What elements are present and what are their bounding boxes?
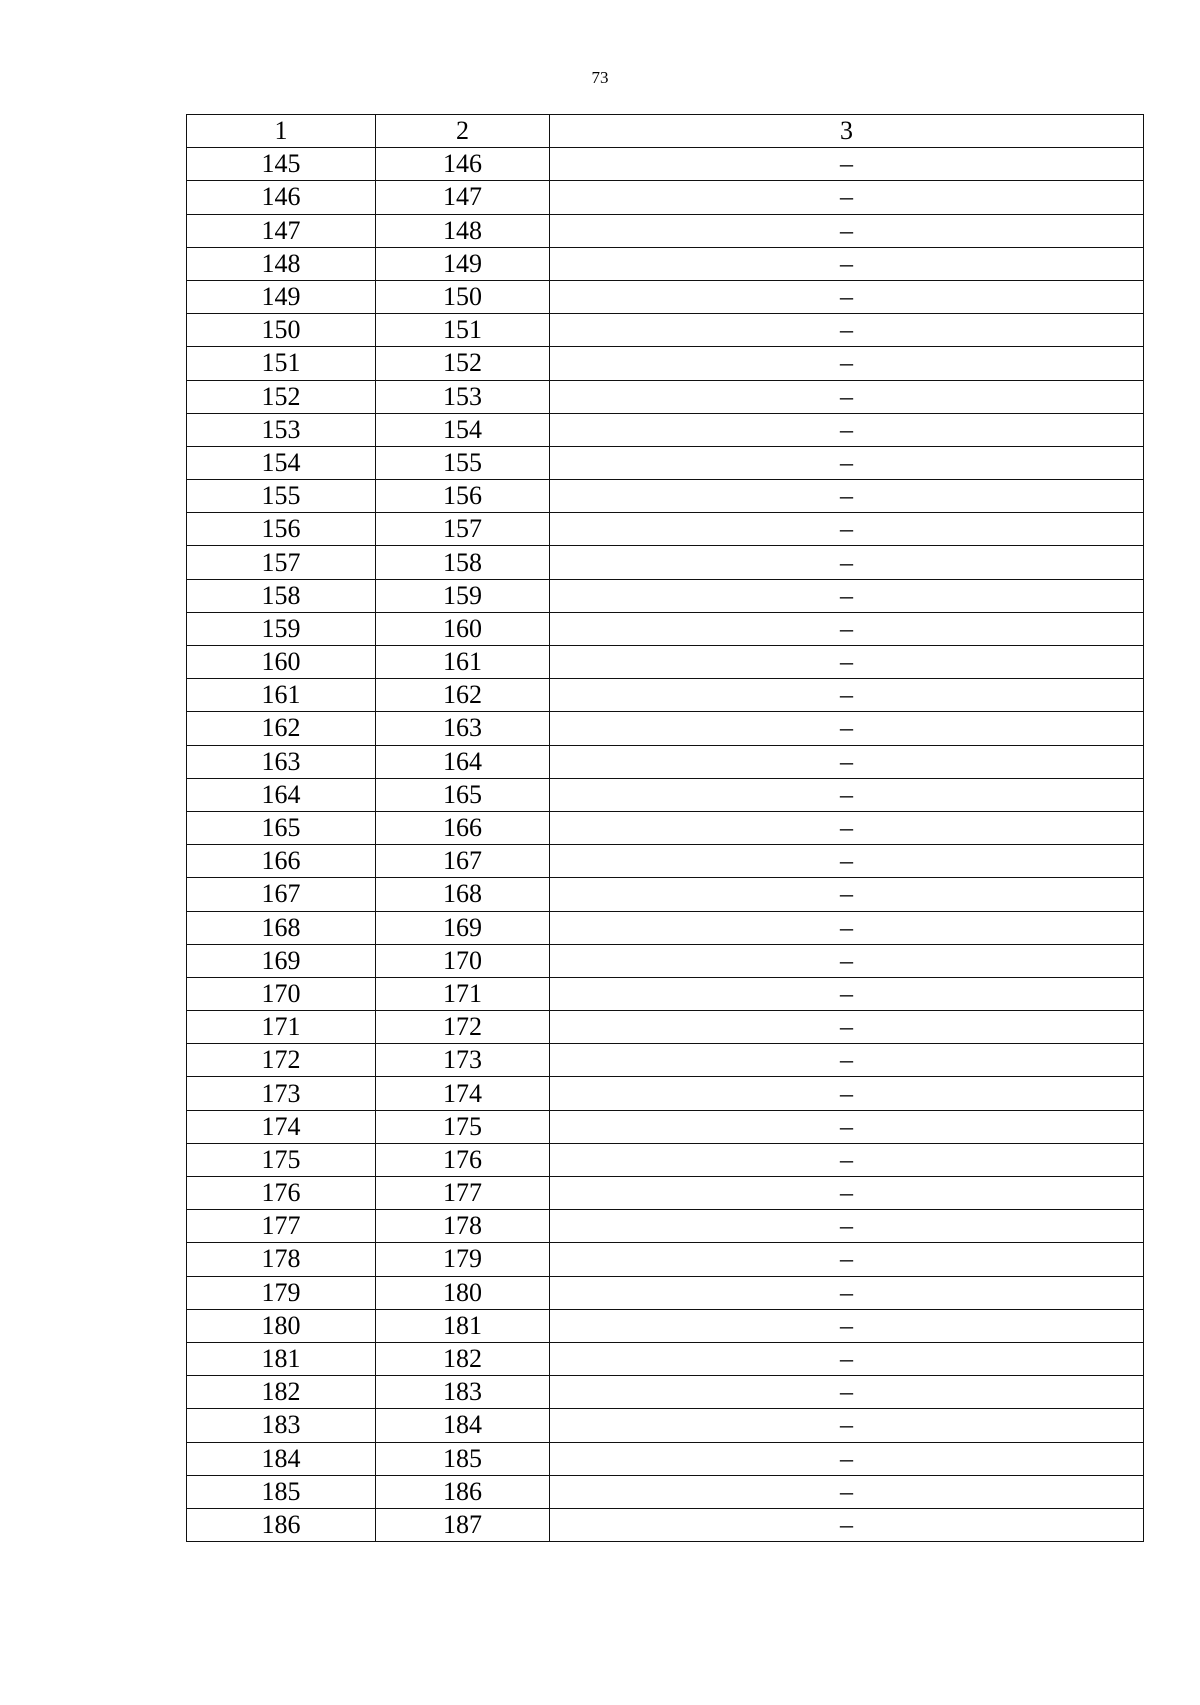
column-header-2: 2 xyxy=(376,115,550,148)
table-row xyxy=(187,811,1144,844)
col1-cell: 165 xyxy=(187,811,376,844)
col1-cell: 151 xyxy=(187,347,376,380)
table-row xyxy=(187,280,1144,313)
table-row xyxy=(187,181,1144,214)
col1-cell: 155 xyxy=(187,480,376,513)
col3-cell: – xyxy=(550,712,1144,745)
col2-cell: 155 xyxy=(376,446,550,479)
col1-cell: 177 xyxy=(187,1210,376,1243)
col3-cell: – xyxy=(550,480,1144,513)
table-row xyxy=(187,1409,1144,1442)
col1-cell: 153 xyxy=(187,413,376,446)
col1-cell: 147 xyxy=(187,214,376,247)
col2-cell: 187 xyxy=(376,1508,550,1541)
table-row xyxy=(187,1376,1144,1409)
col3-cell: – xyxy=(550,1177,1144,1210)
col1-cell: 173 xyxy=(187,1077,376,1110)
table-row xyxy=(187,446,1144,479)
col1-cell: 178 xyxy=(187,1243,376,1276)
col1-cell: 160 xyxy=(187,646,376,679)
table-row xyxy=(187,1177,1144,1210)
col3-cell: – xyxy=(550,214,1144,247)
col2-cell: 166 xyxy=(376,811,550,844)
table-row xyxy=(187,513,1144,546)
col2-cell: 170 xyxy=(376,944,550,977)
col1-cell: 149 xyxy=(187,280,376,313)
table-row xyxy=(187,480,1144,513)
col2-cell: 158 xyxy=(376,546,550,579)
col1-cell: 170 xyxy=(187,977,376,1010)
column-header-1: 1 xyxy=(187,115,376,148)
col1-cell: 157 xyxy=(187,546,376,579)
table-row xyxy=(187,1508,1144,1541)
table-row xyxy=(187,1011,1144,1044)
col3-cell: – xyxy=(550,347,1144,380)
col2-cell: 150 xyxy=(376,280,550,313)
col1-cell: 168 xyxy=(187,911,376,944)
page-number: 73 xyxy=(591,68,609,87)
col3-cell: – xyxy=(550,679,1144,712)
col1-cell: 171 xyxy=(187,1011,376,1044)
col1-cell: 186 xyxy=(187,1508,376,1541)
col2-cell: 154 xyxy=(376,413,550,446)
table-row xyxy=(187,1309,1144,1342)
table-row xyxy=(187,413,1144,446)
col2-cell: 157 xyxy=(376,513,550,546)
col2-cell: 180 xyxy=(376,1276,550,1309)
table-row xyxy=(187,1143,1144,1176)
col1-cell: 185 xyxy=(187,1475,376,1508)
col3-cell: – xyxy=(550,1077,1144,1110)
col3-cell: – xyxy=(550,646,1144,679)
data-table xyxy=(186,114,1144,1542)
col3-cell: – xyxy=(550,1011,1144,1044)
col3-cell: – xyxy=(550,413,1144,446)
col2-cell: 168 xyxy=(376,878,550,911)
col1-cell: 145 xyxy=(187,148,376,181)
col1-cell: 152 xyxy=(187,380,376,413)
table-row xyxy=(187,1210,1144,1243)
col2-cell: 146 xyxy=(376,148,550,181)
col1-cell: 150 xyxy=(187,314,376,347)
col3-cell: – xyxy=(550,1475,1144,1508)
col3-cell: – xyxy=(550,546,1144,579)
col1-cell: 164 xyxy=(187,778,376,811)
col1-cell: 180 xyxy=(187,1309,376,1342)
col3-cell: – xyxy=(550,1243,1144,1276)
table-row xyxy=(187,148,1144,181)
col2-cell: 164 xyxy=(376,745,550,778)
col3-cell: – xyxy=(550,1044,1144,1077)
col2-cell: 165 xyxy=(376,778,550,811)
table-row xyxy=(187,1475,1144,1508)
col1-cell: 181 xyxy=(187,1342,376,1375)
table-row xyxy=(187,1077,1144,1110)
table-row xyxy=(187,1243,1144,1276)
col1-cell: 162 xyxy=(187,712,376,745)
col3-cell: – xyxy=(550,944,1144,977)
col3-cell: – xyxy=(550,911,1144,944)
col3-cell: – xyxy=(550,1342,1144,1375)
col3-cell: – xyxy=(550,1276,1144,1309)
col3-cell: – xyxy=(550,1409,1144,1442)
col1-cell: 174 xyxy=(187,1110,376,1143)
table-row xyxy=(187,347,1144,380)
table-row xyxy=(187,679,1144,712)
col3-cell: – xyxy=(550,380,1144,413)
table-row xyxy=(187,845,1144,878)
col2-cell: 167 xyxy=(376,845,550,878)
table-row xyxy=(187,1110,1144,1143)
col2-cell: 173 xyxy=(376,1044,550,1077)
table-row xyxy=(187,911,1144,944)
col3-cell: – xyxy=(550,181,1144,214)
col1-cell: 159 xyxy=(187,612,376,645)
col2-cell: 176 xyxy=(376,1143,550,1176)
col2-cell: 153 xyxy=(376,380,550,413)
col1-cell: 176 xyxy=(187,1177,376,1210)
col2-cell: 149 xyxy=(376,247,550,280)
col3-cell: – xyxy=(550,579,1144,612)
col2-cell: 147 xyxy=(376,181,550,214)
table-row xyxy=(187,977,1144,1010)
col1-cell: 182 xyxy=(187,1376,376,1409)
col3-cell: – xyxy=(550,612,1144,645)
col1-cell: 158 xyxy=(187,579,376,612)
table-row xyxy=(187,1044,1144,1077)
table-header-row xyxy=(187,115,1144,148)
col1-cell: 172 xyxy=(187,1044,376,1077)
col2-cell: 160 xyxy=(376,612,550,645)
col3-cell: – xyxy=(550,314,1144,347)
col3-cell: – xyxy=(550,1442,1144,1475)
col2-cell: 184 xyxy=(376,1409,550,1442)
table-row xyxy=(187,546,1144,579)
col2-cell: 175 xyxy=(376,1110,550,1143)
col1-cell: 166 xyxy=(187,845,376,878)
col2-cell: 162 xyxy=(376,679,550,712)
col1-cell: 146 xyxy=(187,181,376,214)
col3-cell: – xyxy=(550,1309,1144,1342)
col3-cell: – xyxy=(550,280,1144,313)
table-body xyxy=(187,115,1144,1542)
table-row xyxy=(187,712,1144,745)
col3-cell: – xyxy=(550,1143,1144,1176)
col1-cell: 156 xyxy=(187,513,376,546)
table-row xyxy=(187,612,1144,645)
table-row xyxy=(187,1442,1144,1475)
col2-cell: 186 xyxy=(376,1475,550,1508)
table-row xyxy=(187,214,1144,247)
table-row xyxy=(187,1342,1144,1375)
col2-cell: 179 xyxy=(376,1243,550,1276)
col3-cell: – xyxy=(550,811,1144,844)
col3-cell: – xyxy=(550,1210,1144,1243)
col3-cell: – xyxy=(550,1376,1144,1409)
col2-cell: 156 xyxy=(376,480,550,513)
col2-cell: 163 xyxy=(376,712,550,745)
col2-cell: 172 xyxy=(376,1011,550,1044)
col3-cell: – xyxy=(550,878,1144,911)
col2-cell: 148 xyxy=(376,214,550,247)
table-row xyxy=(187,314,1144,347)
column-header-3: 3 xyxy=(550,115,1144,148)
col3-cell: – xyxy=(550,1508,1144,1541)
col3-cell: – xyxy=(550,446,1144,479)
col1-cell: 163 xyxy=(187,745,376,778)
table-row xyxy=(187,745,1144,778)
col2-cell: 181 xyxy=(376,1309,550,1342)
col1-cell: 167 xyxy=(187,878,376,911)
col3-cell: – xyxy=(550,247,1144,280)
col3-cell: – xyxy=(550,1110,1144,1143)
col2-cell: 159 xyxy=(376,579,550,612)
col2-cell: 185 xyxy=(376,1442,550,1475)
col2-cell: 169 xyxy=(376,911,550,944)
col3-cell: – xyxy=(550,745,1144,778)
col3-cell: – xyxy=(550,148,1144,181)
col2-cell: 178 xyxy=(376,1210,550,1243)
col3-cell: – xyxy=(550,778,1144,811)
col1-cell: 179 xyxy=(187,1276,376,1309)
table-row xyxy=(187,944,1144,977)
table-row xyxy=(187,1276,1144,1309)
col1-cell: 148 xyxy=(187,247,376,280)
col2-cell: 177 xyxy=(376,1177,550,1210)
col1-cell: 154 xyxy=(187,446,376,479)
table-row xyxy=(187,878,1144,911)
col3-cell: – xyxy=(550,977,1144,1010)
table-row xyxy=(187,579,1144,612)
col2-cell: 161 xyxy=(376,646,550,679)
col1-cell: 175 xyxy=(187,1143,376,1176)
col2-cell: 183 xyxy=(376,1376,550,1409)
col3-cell: – xyxy=(550,845,1144,878)
col1-cell: 183 xyxy=(187,1409,376,1442)
col3-cell: – xyxy=(550,513,1144,546)
col2-cell: 151 xyxy=(376,314,550,347)
table-row xyxy=(187,247,1144,280)
col2-cell: 171 xyxy=(376,977,550,1010)
col2-cell: 182 xyxy=(376,1342,550,1375)
table-row xyxy=(187,646,1144,679)
table-row xyxy=(187,380,1144,413)
col2-cell: 152 xyxy=(376,347,550,380)
table-row xyxy=(187,778,1144,811)
col1-cell: 169 xyxy=(187,944,376,977)
col1-cell: 184 xyxy=(187,1442,376,1475)
col2-cell: 174 xyxy=(376,1077,550,1110)
col1-cell: 161 xyxy=(187,679,376,712)
